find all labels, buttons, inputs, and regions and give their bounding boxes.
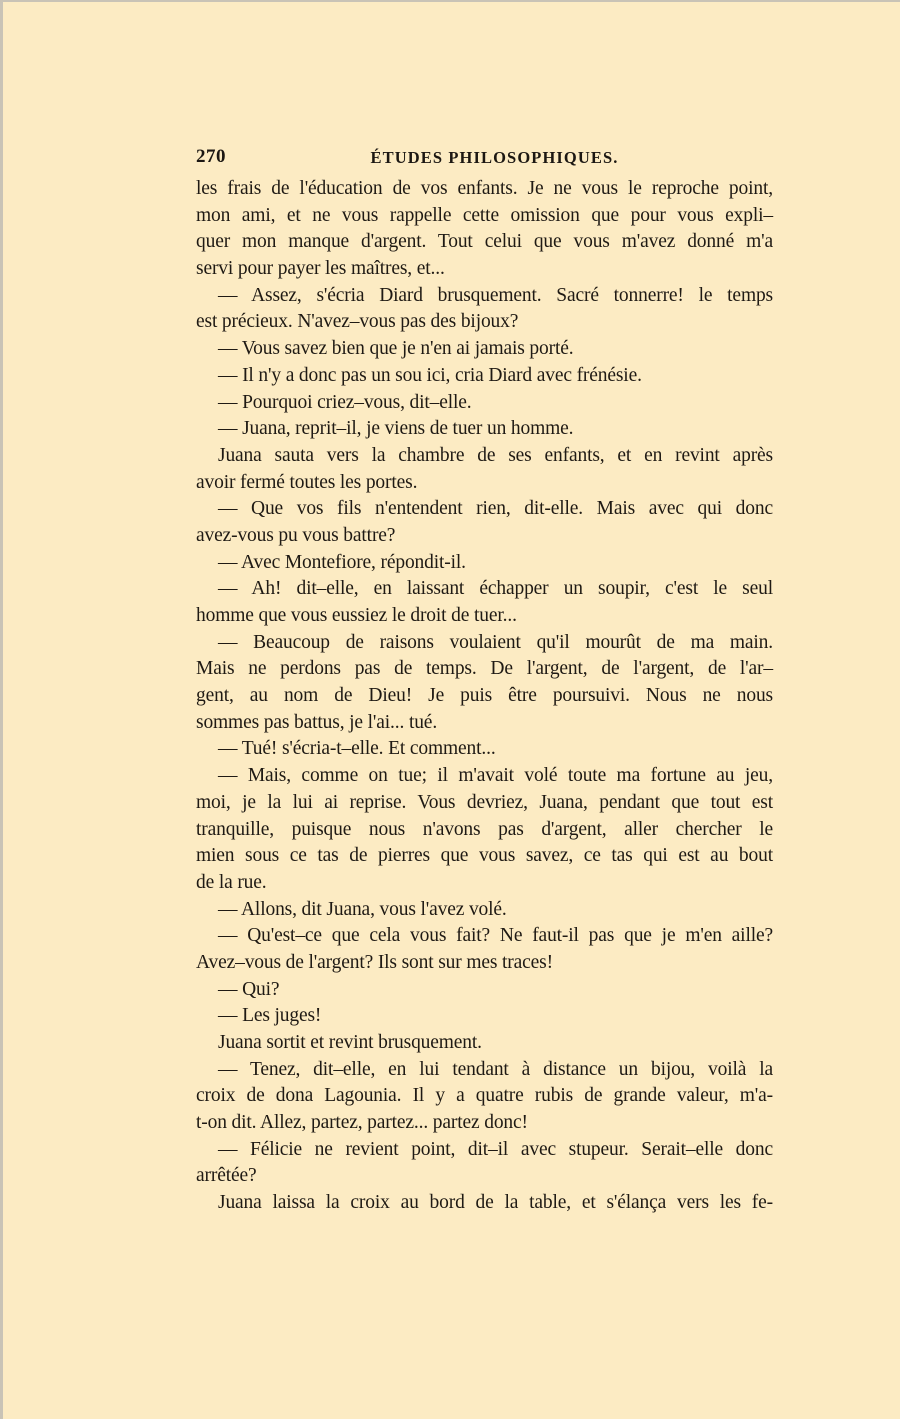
text-line: moi, je la lui ai reprise. Vous devriez, Juana, pendant que tout est (196, 791, 773, 813)
page-number: 270 (196, 146, 226, 167)
text-line: les frais de l'éducation de vos enfants. Je ne vous le reproche point, (196, 178, 773, 199)
text-line: — Beaucoup de raisons voulaient qu'il mourût de ma main. (218, 631, 773, 653)
text-line: t-on dit. Allez, partez, partez... partez donc! (196, 1112, 528, 1134)
text-line: — Tué! s'écria-t–elle. Et comment... (218, 738, 496, 760)
text-line: mien sous ce tas de pierres que vous savez, ce tas qui est au bout (196, 845, 773, 867)
text-line: est précieux. N'avez–vous pas des bijoux? (196, 311, 519, 333)
text-line: tranquille, puisque nous n'avons pas d'argent, aller chercher le (196, 818, 773, 840)
text-line: — Vous savez bien que je n'en ai jamais porté. (218, 338, 574, 360)
running-title: ÉTUDES PHILOSOPHIQUES. (370, 148, 619, 167)
text-line: — Juana, reprit–il, je viens de tuer un homme. (218, 418, 574, 440)
text-line: — Pourquoi criez–vous, dit–elle. (218, 391, 472, 413)
text-line: — Tenez, dit–elle, en lui tendant à distance un bijou, voilà la (218, 1058, 773, 1080)
text-line: sommes pas battus, je l'ai... tué. (196, 711, 438, 733)
text-line: — Qui? (218, 978, 280, 1000)
text-line: — Félicie ne revient point, dit–il avec stupeur. Serait–elle donc (218, 1138, 773, 1160)
text-line: Mais ne perdons pas de temps. De l'argent, de l'argent, de l'ar– (196, 658, 773, 680)
text-line: avoir fermé toutes les portes. (196, 471, 418, 493)
text-line: homme que vous eussiez le droit de tuer... (196, 605, 517, 626)
text-line: — Assez, s'écria Diard brusquement. Sacré tonnerre! le temps (218, 284, 773, 306)
text-line: servi pour payer les maîtres, et... (196, 258, 445, 280)
text-line: quer mon manque d'argent. Tout celui que vous m'avez donné m'a (196, 231, 773, 253)
text-line: Avez–vous de l'argent? Ils sont sur mes traces! (196, 951, 553, 973)
text-line: Juana sortit et revint brusquement. (218, 1032, 482, 1053)
text-line: gent, au nom de Dieu! Je puis être poursuivi. Nous ne nous (196, 685, 773, 707)
text-line: — Qu'est–ce que cela vous fait? Ne faut-il pas que je m'en aille? (218, 925, 773, 947)
text-line: — Avec Montefiore, répondit-il. (218, 551, 466, 573)
text-line: de la rue. (196, 871, 267, 893)
text-line: — Mais, comme on tue; il m'avait volé toute ma fortune au jeu, (218, 765, 773, 787)
body-text (196, 176, 773, 1217)
text-line: Juana sauta vers la chambre de ses enfants, et en revint après (218, 444, 773, 466)
text-line: — Allons, dit Juana, vous l'avez volé. (218, 898, 507, 920)
text-line: avez-vous pu vous battre? (196, 524, 396, 546)
text-line: — Ah! dit–elle, en laissant échapper un soupir, c'est le seul (218, 578, 773, 600)
text-line: — Les juges! (218, 1005, 322, 1027)
text-line: arrêtée? (196, 1165, 257, 1187)
text-line: — Il n'y a donc pas un sou ici, cria Diard avec frénésie. (218, 364, 642, 386)
text-line: Juana laissa la croix au bord de la table, et s'élança vers les fe- (218, 1192, 773, 1214)
page-header (196, 146, 773, 172)
text-line: mon ami, et ne vous rappelle cette omission que pour vous expli– (196, 204, 773, 226)
text-line: croix de dona Lagounia. Il y a quatre rubis de grande valeur, m'a- (196, 1085, 773, 1107)
text-line: — Que vos fils n'entendent rien, dit-elle. Mais avec qui donc (218, 498, 773, 520)
